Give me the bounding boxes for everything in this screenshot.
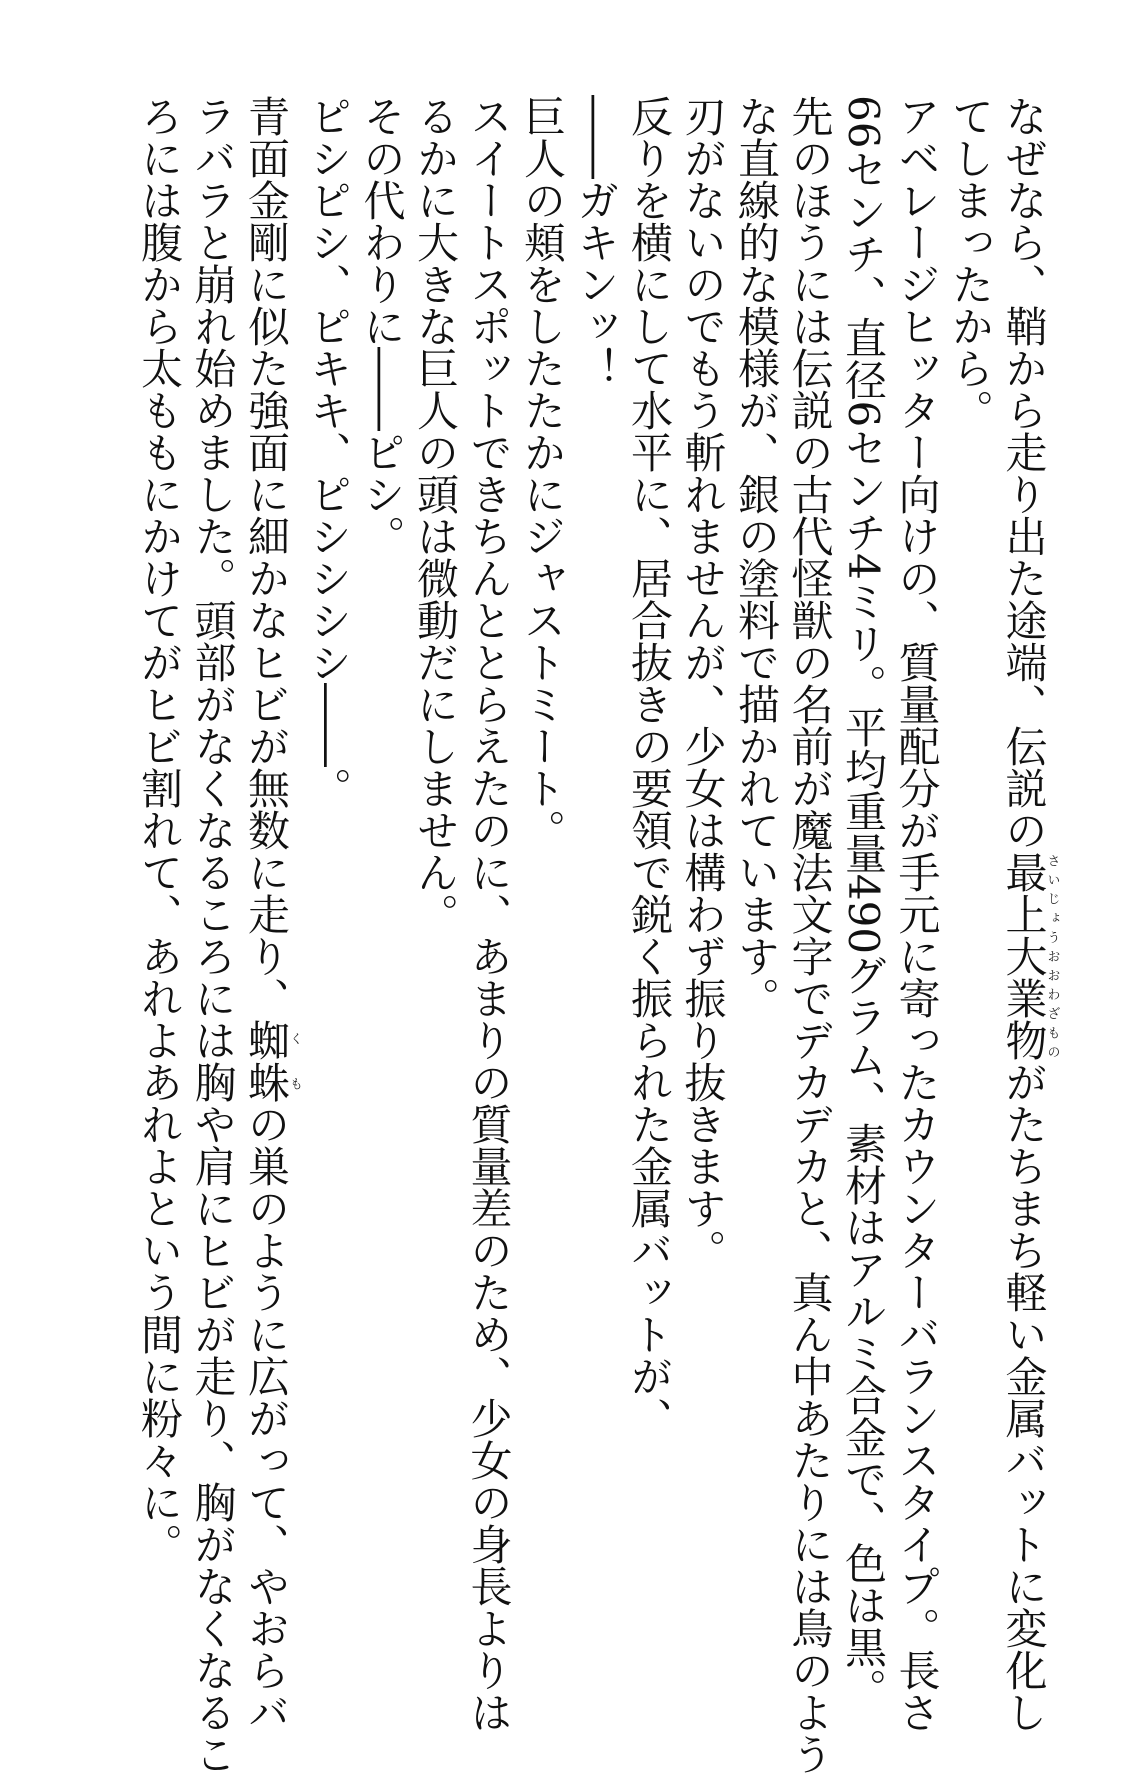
text-line: 刃がないのでもう斬れませんが、少女は構わず振り抜きます。 [678,95,728,1271]
text-line: ピシピシ、ピキキ、ピシシシシ――。 [304,95,353,809]
text-line: るかに大きな巨人の頭は微動だにしません。 [411,95,460,935]
text-line: ――ガキンッ！ [571,95,621,389]
text-line: な直線的な模様が、銀の塗料で描かれています。 [732,95,781,1019]
text-line: ラバラと崩れ始めました。頭部がなくなるころには胸や肩にヒビが走り、胸がなくなるこ [188,95,238,1775]
text-line: スイートスポットできちんととらえたのに、あまりの質量差のため、少女の身長よりは [464,95,514,1733]
text-line: ろには腹から太ももにかけてがヒビ割れて、あれよあれよという間に粉々に。 [135,95,184,1565]
text-line: その代わりに――ピシ。 [357,95,407,557]
text-line: 青面金剛に似た強面に細かなヒビが無数に走り、蜘蛛くもの巣のように広がって、やおらバ [242,95,302,1733]
text-line: 巨人の頬をしたたかにジャストミート。 [518,95,567,851]
text-line: てしまったから。 [946,95,995,431]
text-line: 反りを横にして水平に、居合抜きの要領で鋭く振られた金属バットが、 [625,95,674,1439]
text-line: 先のほうには伝説の古代怪獣の名前が魔法文字でデカデカと、真ん中あたりには鳥のよう [785,95,835,1775]
ruby-reading: さいじょうおおわざもの [1044,851,1060,1061]
text-line: 66センチ、直径6センチ4ミリ。平均重量490グラム、素材はアルミ合金で、色は黒。 [839,95,888,1711]
ruby-annotation: 蜘蛛くも [242,1019,302,1103]
vertical-text-body [133,95,1060,1775]
ruby-annotation: 最上大業物さいじょうおおわざもの [999,851,1060,1061]
text-line: アベレージヒッター向けの、質量配分が手元に寄ったカウンターバランスタイプ。長さ [892,95,942,1733]
ruby-reading: くも [287,1019,302,1103]
text-line: なぜなら、鞘から走り出た途端、伝説の最上大業物さいじょうおおわざものがたちまち軽い金属バットに変化し [999,95,1060,1733]
